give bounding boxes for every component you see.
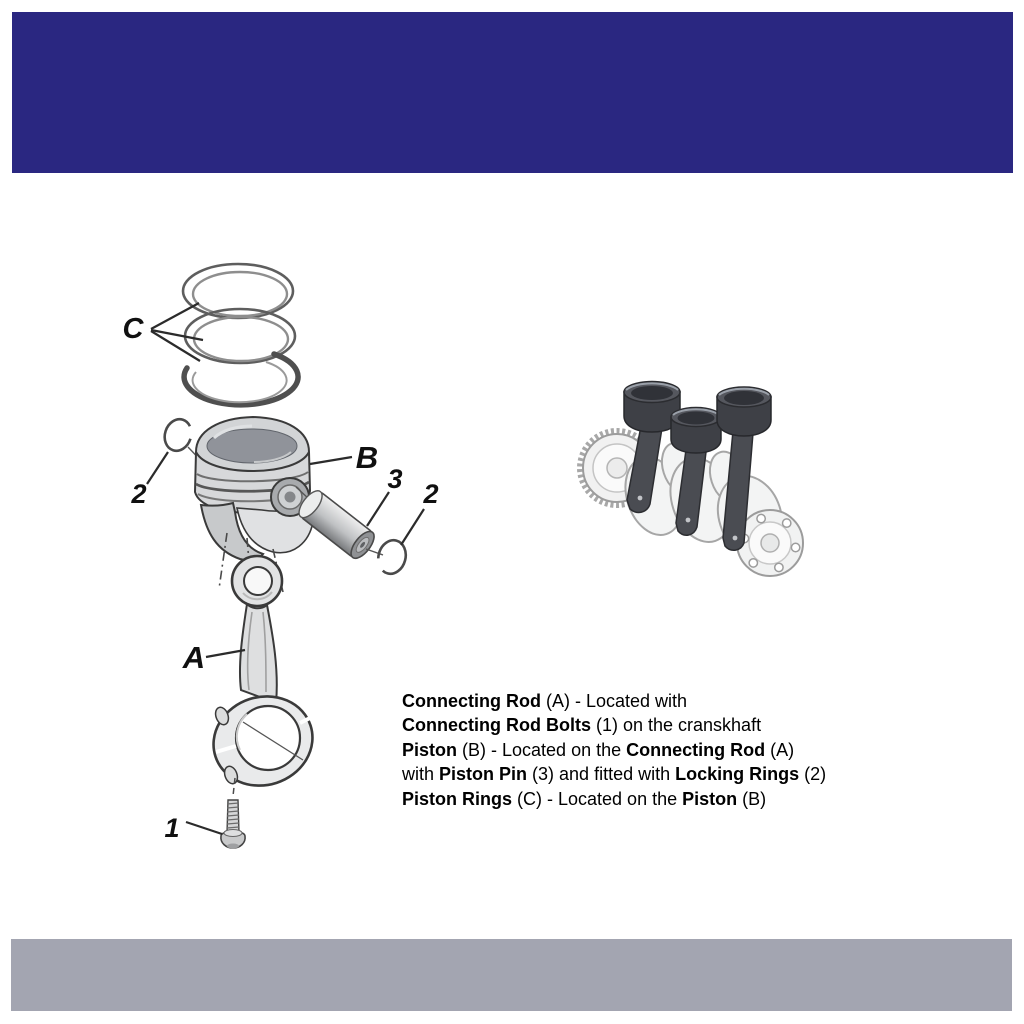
piston-pin-drawing [295, 464, 403, 562]
description-line: Piston Rings (C) - Located on the Piston (B) [402, 788, 767, 809]
label-b: B [355, 440, 379, 475]
connecting-rod-drawing [202, 556, 324, 798]
description-line: Piston (B) - Located on the Connecting Rod (A) [402, 739, 795, 760]
label-c: C [122, 313, 144, 345]
piston-rings-drawing [183, 264, 298, 405]
label-piston [310, 440, 378, 475]
label-piston-rings [123, 303, 203, 361]
locking-ring-right-drawing [375, 479, 439, 577]
description-line: Connecting Rod Bolts (1) on the cranskhaft [402, 715, 762, 736]
crankshaft-assembly-drawing [580, 382, 803, 577]
label-a: A [182, 640, 206, 675]
connecting-rod-bolt-drawing [164, 778, 245, 849]
label-2-left: 2 [131, 479, 147, 509]
label-3: 3 [387, 464, 403, 494]
description-line: with Piston Pin (3) and fitted with Locking Rings (2) [402, 764, 827, 785]
label-connecting-rod [182, 640, 245, 675]
description-line: Connecting Rod (A) - Located with [402, 691, 688, 711]
label-1: 1 [164, 813, 180, 843]
label-2-right: 2 [423, 479, 439, 509]
description-text [402, 689, 902, 811]
